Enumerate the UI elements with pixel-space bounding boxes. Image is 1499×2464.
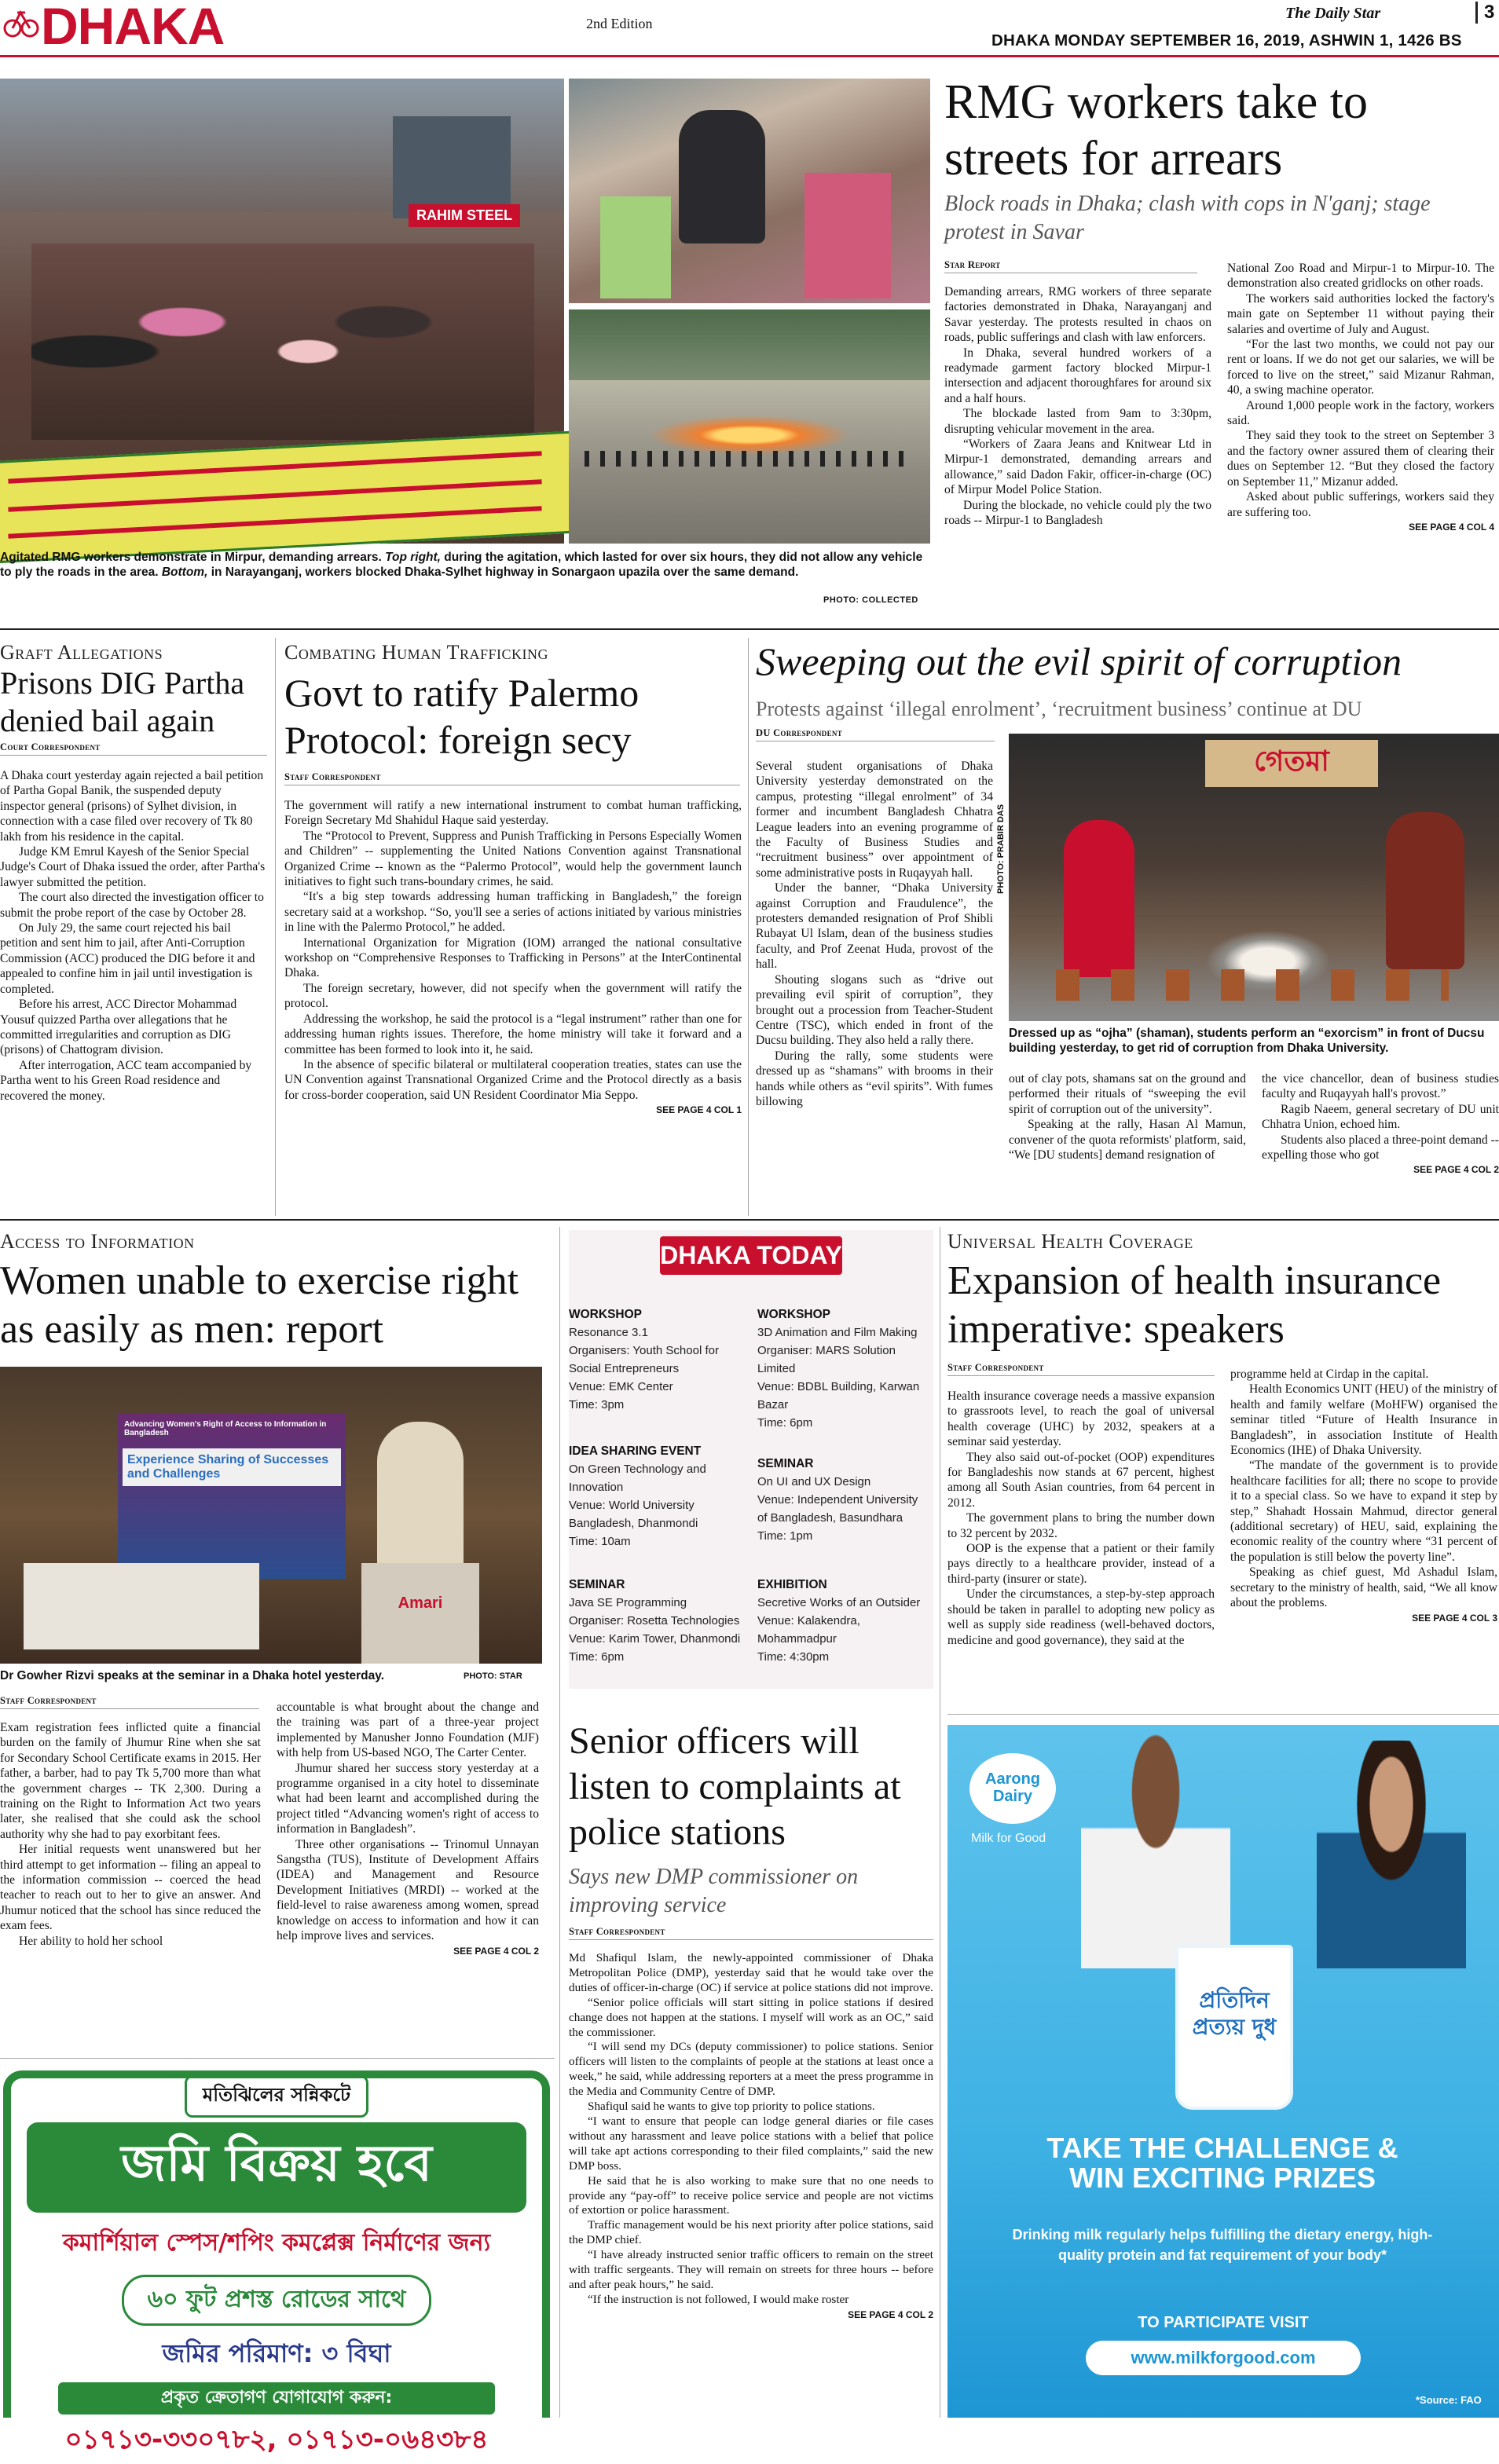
health-para: Health Economics UNIT (HEU) of the ministry of health and family welfare (MoHFW) organised the seminar titled “Future of Health Insurance in Bangladesh”, in association Institute of Health Economics (IHE) of Dhaka University. [1230, 1382, 1497, 1458]
partha-para: Before his arrest, ACC Director Mohammad Yousuf quizzed Partha over allegations that he committed irregularities and corruption as DIG (prisons) of Chattogram division. [0, 998, 237, 1057]
ad-land-top: মতিঝিলের সন্নিকটে [185, 2075, 368, 2118]
partha-para: The court also directed the investigation officer to submit the probe report of the case by October 28. [0, 891, 264, 920]
health-para: Speaking as chief guest, Md Ashadul Islam, secretary to the ministry of health, said, “We all know about the problems. [1230, 1565, 1497, 1610]
palermo-para: In the absence of specific bilateral or multilateral cooperation treaties, states can use the UN Convention against Transnational Organized Crime and the Protocol directly as a basis for cross-border cooperation, said UN Resident Coordinator Mia Seppo. [284, 1057, 742, 1102]
row-divider [0, 1219, 1499, 1221]
health-para: Under the circumstances, a step-by-step approach should be taken in parallel to adopting new policy as well as supply side readiness (well-behaved doctors, medicine and good governance), they said at the [947, 1587, 1215, 1647]
event-item: EXHIBITION Secretive Works of an Outsider Venue: Kalakendra, Mohammadpur Time: 4:30pm [757, 1578, 921, 1664]
du-para: out of clay pots, shamans sat on the ground and performed their rituals of “sweeping the evil spirit of corruption out of the university”. [1009, 1072, 1246, 1116]
health-kicker: Universal Health Coverage [947, 1230, 1193, 1253]
women-kicker: Access to Information [0, 1230, 195, 1253]
women-body-col2 [277, 1700, 539, 1959]
police-body [569, 1951, 933, 2323]
ad-land-size: জমির পরিমাণ: ৩ বিঘা [162, 2338, 391, 2368]
rmg-para: National Zoo Road and Mirpur-1 to Mirpur-10. The demonstration also created gridlocks on other roads. [1227, 262, 1494, 291]
palermo-para: The government will ratify a new international instrument to combat human trafficking, Foreign Secretary Md Shahidul Haque said yesterday. [284, 799, 742, 828]
health-body-col2 [1230, 1367, 1497, 1626]
ad-land-main: জমি বিক্রয় হবে [27, 2122, 526, 2213]
partha-kicker: Graft Allegations [0, 641, 163, 664]
palermo-para: “It's a big step towards addressing human trafficking in Bangladesh,” the foreign secretary said at a workshop. “So, you'll see a series of actions initiated by various ministries in line with the Palermo Protocol,” he added. [284, 890, 742, 935]
ad-land-phones[interactable]: ০১৭১৩-৩৩০৭৮২, ০১৭১৩-০৬৪৩৮৪ [64, 2424, 489, 2455]
rmg-para: The blockade lasted from 9am to 3:30pm, disrupting vehicular movement in the area. [944, 407, 1211, 436]
women-jump-link[interactable]: SEE PAGE 4 COL 2 [453, 1945, 539, 1957]
rmg-para: Around 1,000 people work in the factory, workers said. [1227, 398, 1494, 428]
column-divider [748, 638, 749, 1216]
rickshaw-logo-icon [3, 6, 38, 38]
palermo-para: International Organization for Migration (IOM) arranged the national consultative workshop on “Comprehensive Responses to Trafficking in Persons” at the InterContinental Dhaka. [284, 935, 742, 980]
du-photo-caption: Dressed up as “ojha” (shaman), students perform an “exorcism” in front of Ducsu building yesterday, to get rid of corruption from Dhaka University. [1009, 1027, 1485, 1055]
police-para: “Senior police officials will start sitting in police stations if desired change does not happen at the stations. I myself will work as an OC,” said the commissioner. [569, 1995, 933, 2039]
palermo-headline: Govt to ratify Palermo Protocol: foreign secy [284, 671, 640, 762]
health-para: OOP is the expense that a patient or their family pays directly to a healthcare provider, instead of a third-party (insurer or state). [947, 1542, 1215, 1586]
du-byline: DU Correspondent [756, 727, 995, 741]
palermo-jump-link[interactable]: SEE PAGE 4 COL 1 [656, 1104, 742, 1116]
row-divider [947, 1714, 1499, 1715]
du-jump-link[interactable]: SEE PAGE 4 COL 2 [1413, 1164, 1499, 1176]
rmg-photo-caption: Agitated RMG workers demonstrate in Mirpur, demanding arrears. Top right, during the agitation, which lasted for over six hours, they did not allow any vehicle to ply the roads in the area. Bottom, in Narayanganj, workers blocked Dhaka-Sylhet highway in Sonargaon upazila over the same demand. [0, 551, 923, 579]
women-headline: Women unable to exercise right as easily as men: report [0, 1258, 519, 1352]
health-para: The government plans to bring the number down to 32 percent by 2032. [947, 1511, 1215, 1540]
women-photo-caption: Dr Gowher Rizvi speaks at the seminar in a Dhaka hotel yesterday. [0, 1669, 385, 1682]
rmg-para: Demanding arrears, RMG workers of three separate factories demonstrated in Dhaka, Narayanganj and Savar yesterday. The protests resulted in chaos on roads, public sufferings and clash with law enforcers. [944, 285, 1211, 345]
du-body-col2 [1009, 1071, 1246, 1162]
rmg-headline: RMG workers take to streets for arrears [944, 75, 1368, 185]
rmg-body-col1 [944, 284, 1211, 529]
health-jump-link[interactable]: SEE PAGE 4 COL 3 [1412, 1612, 1497, 1624]
du-para: Students also placed a three-point demand -- expelling those who got [1262, 1133, 1499, 1162]
man-figure [1081, 1733, 1230, 1968]
edition-label: 2nd Edition [586, 16, 653, 31]
dhaka-today-box [569, 1230, 933, 1689]
health-para: Health insurance coverage needs a massive expansion to grassroots level, to reach the goal of universal health coverage (UHC) by 2032, speakers at a seminar said yesterday. [947, 1389, 1215, 1449]
health-para: They also said out-of-pocket (OOP) expenditures for Bangladeshis now stands at 67 percent, highest among all South Asian countries, from 64 percent in 2012. [947, 1450, 1215, 1510]
column-divider [559, 1227, 560, 2418]
police-para: Md Shafiqul Islam, the newly-appointed commissioner of Dhaka Metropolitan Police (DMP), yesterday said that he would take over the duties of officer-in-charge (OC) if service at police stations did not improve. [569, 1951, 933, 1994]
palermo-kicker: Combating Human Trafficking [284, 641, 549, 664]
du-body-col3 [1262, 1071, 1499, 1178]
ad-land-sub: কমার্শিয়াল স্পেস/শপিং কমপ্লেক্স নির্মাণের জন্য [62, 2229, 491, 2257]
women-photo-credit: PHOTO: STAR [464, 1671, 522, 1681]
land-sale-ad [3, 2070, 550, 2455]
dhaka-today-title: DHAKA TODAY [660, 1236, 842, 1275]
du-photo-credit: PHOTO: PRABIR DAS [996, 804, 1006, 894]
partha-byline: Court Correspondent [0, 741, 267, 756]
police-para: Shafiqul said he wants to give top priority to police stations. [588, 2100, 875, 2114]
aarong-dairy-logo: Aarong Dairy [969, 1753, 1056, 1824]
police-para: “If the instruction is not followed, I would make roster [588, 2292, 849, 2306]
dateline: DHAKA MONDAY SEPTEMBER 16, 2019, ASHWIN 1, 1426 BS [991, 31, 1462, 49]
women-body-col1 [0, 1720, 261, 1949]
police-deck: Says new DMP commissioner on improving service [569, 1865, 859, 1917]
women-para: Exam registration fees inflicted quite a financial burden on the family of Jhumur Rine when she sat for Secondary School Certificate exams in 2015. Her father, a barber, had to pay Tk 5,700 more than what the government charges -- TK 2,300. During a training on the Right to Information Act two years later, she realised that she could ask the school authority why she had to pay exorbitant fees. [0, 1721, 261, 1841]
women-para: Jhumur shared her success story yesterday at a programme organised in a city hotel to disseminate what had been learnt and accomplished during the project titled “Advancing women's right of access to information in Bangladesh”. [277, 1761, 539, 1836]
women-para: Her ability to hold her school [19, 1934, 163, 1948]
event-item: WORKSHOP Resonance 3.1 Organisers: Youth School for Social Entrepreneurs Venue: EMK Center Time: 3pm [569, 1308, 719, 1411]
masthead-rule [0, 55, 1499, 57]
rmg-para: Asked about public sufferings, workers said they are suffering too. [1227, 490, 1494, 519]
du-para: Several student organisations of Dhaka University yesterday demonstrated on the campus, protesting “illegal enrolment” of 34 former and incumbent Bangladesh Chhatra League leaders into an evening programme of the Faculty of Business Studies and “recruitment business” over appointment of some administrative posts in Ruqayyah hall. [756, 760, 993, 880]
health-para: programme held at Cirdap in the capital. [1230, 1367, 1429, 1381]
milk-glass-icon [1175, 1945, 1293, 2110]
row-divider [0, 2058, 555, 2059]
health-headline: Expansion of health insurance imperative: speakers [947, 1258, 1442, 1352]
police-byline: Staff Correspondent [569, 1926, 933, 1940]
du-para: Shouting slogans such as “drive out prevailing evil spirit of corruption”, they brought out a procession from Teacher-Student Centre (TSC), which ended in front of the Ducsu building. They also held a rally there. [756, 972, 993, 1048]
partha-headline: Prisons DIG Partha denied bail again [0, 665, 245, 738]
milk-ad-cta: TO PARTICIPATE VISIT [1138, 2314, 1309, 2331]
du-para: During the rally, some students were dressed up as “shamans” with brooms in their hands while others as “evil spirits”. With fumes billowing [756, 1049, 993, 1108]
event-item: IDEA SHARING EVENT On Green Technology and Innovation Venue: World University Bangladesh, Dhanmondi Time: 10am [569, 1444, 706, 1548]
health-body-col1 [947, 1389, 1215, 1648]
milk-ad-source: *Source: FAO [1416, 2394, 1482, 2406]
health-para: “The mandate of the government is to provide healthcare facilities for all; there no scope to provide it to a special class. So we have to expand it step by step,” Shahadt Hossain Mahmud, director general (additional secretary) of HEU, said, explaining the economic reality of the country where “31 percent of the population is still below the poverty line”. [1230, 1459, 1497, 1564]
event-item: WORKSHOP 3D Animation and Film Making Organiser: MARS Solution Limited Venue: BDBL Building, Karwan Bazar Time: 6pm [757, 1308, 920, 1430]
du-para: Speaking at the rally, Hasan Al Mamun, convener of the quota reformists' platform, said, “We [DU students] demand resignation of [1009, 1118, 1246, 1162]
protest-banner [0, 430, 584, 564]
event-item: SEMINAR On UI and UX Design Venue: Independent University of Bangladesh, Basundhara Time: 1pm [757, 1457, 918, 1543]
event-item: SEMINAR Java SE Programming Organiser: Rosetta Technologies Venue: Karim Tower, Dhanmondi Time: 6pm [569, 1578, 741, 1664]
du-deck: Protests against ‘illegal enrolment’, ‘recruitment business’ continue at DU [756, 697, 1362, 720]
stage-banner-text-2: Experience Sharing of Successes and Challenges [123, 1448, 341, 1486]
women-para: accountable is what brought about the change and the training was part of a three-year project implemented by Manusher Jonno Foundation (MJF) with help from US-based NGO, The Carter Center. [277, 1701, 539, 1760]
ad-land-road: ৬০ ফুট প্রশস্ত রোডের সাথে [122, 2275, 432, 2326]
rmg-jump-link[interactable]: SEE PAGE 4 COL 4 [1409, 521, 1494, 533]
row-divider [0, 628, 1499, 630]
du-para: the vice chancellor, dean of business studies faculty and Ruqayyah hall's provost.” [1262, 1072, 1499, 1101]
palermo-byline: Staff Correspondent [284, 771, 740, 785]
rmg-deck: Block roads in Dhaka; clash with cops in N'ganj; stage protest in Savar [944, 192, 1431, 244]
police-para: “I have already instructed senior traffic officers to remain on the street with traffic sergeants. They will remain on streets for three hours -- before and after peak hours,” he said. [569, 2248, 933, 2291]
women-para: Three other organisations -- Trinomul Unnayan Sangstha (TUS), Institute of Development Affairs (IDEA) and Management and Resource Development Initiatives (MRDI) -- worked at the field-level to raise awareness among women, spread knowledge on access to information and how it can help improve lives and services. [277, 1837, 539, 1943]
partha-para: On July 29, the same court rejected his bail petition and sent him to jail, after Anti-Corruption Commission (ACC) produced the DIG before it and appealed to confine him in jail until investigation is completed. [0, 921, 255, 996]
rmg-para: “Workers of Zaara Jeans and Knitwear Ltd in Mirpur-1 demonstrated, demanding arrears and allowance,” said Dadon Fakir, officer-in-charge (OC) of Mirpur Model Police Station. [944, 438, 1211, 497]
rmg-top-right-photo [569, 79, 930, 303]
police-para: He said that he is also working to make sure that no one needs to provide any “pay-off” to receive police service and people are not victims of extortion or police harassment. [569, 2173, 933, 2217]
masthead [0, 0, 1499, 55]
rmg-bottom-right-photo [569, 309, 930, 544]
women-seminar-photo [0, 1367, 542, 1664]
rmg-byline: Star Report [944, 259, 1197, 273]
glass-text: প্রতিদিন প্রত্যয় দুধ [1192, 1987, 1277, 2040]
milk-tagline: Milk for Good [971, 1832, 1046, 1845]
rmg-para: The workers said authorities locked the factory's main gate on September 11 without paying their salaries and overtime of July and August. [1227, 291, 1494, 336]
rmg-para: During the blockade, no vehicle could ply the two roads -- Mirpur-1 to Bangladesh [944, 498, 1211, 528]
rmg-para: They said they took to the street on September 3 and the factory owner assured them of clearing their dues on September 12. “But they closed the factory on September 11,” Mizanur added. [1227, 429, 1494, 489]
partha-para: After interrogation, ACC team accompanied by Partha went to his Green Road residence and recovered the money. [0, 1058, 252, 1103]
police-headline: Senior officers will listen to complaints at police stations [569, 1720, 901, 1853]
paper-name: The Daily Star [1285, 5, 1381, 22]
palermo-para: The foreign secretary, however, did not specify when the government will ratify the protocol. [284, 981, 742, 1011]
police-para: Traffic management would be his next priority after police stations, said the DMP chief. [569, 2218, 933, 2247]
police-jump-link[interactable]: SEE PAGE 4 COL 2 [848, 2308, 933, 2320]
du-headline: Sweeping out the evil spirit of corruption [756, 639, 1402, 683]
rmg-storefront-sign: RAHIM STEEL [409, 204, 520, 227]
page-number: 3 [1475, 2, 1494, 24]
partha-body [0, 768, 266, 1104]
palermo-para: The “Protocol to Prevent, Suppress and Punish Trafficking in Persons Especially Women and Children” -- supplementing the United Nations Convention against Transnational Organized Crime -- known as the “Palermo Protocol”, would help the government launch initiatives to fight such trans-boundary crimes, he said. [284, 829, 742, 889]
du-para: Under the banner, “Dhaka University against Corruption and Fraudulence”, the protesters demanded resignation of Prof Shibli Rubayat Ul Islam, dean of the business studies faculty, and Prof Zeenat Huda, provost of the hall. [756, 881, 993, 972]
palermo-body [284, 798, 742, 1119]
police-para: “I will send my DCs (deputy commissioner) to police stations. Senior officers will listen to the complaints of people at the stations at least once a week,” he said, while addressing reporters at a meet the press programme in the Media and Community Centre of DMP. [569, 2040, 933, 2099]
milk-ad [947, 1725, 1499, 2418]
stage-banner-text: Advancing Women's Right of Access to Information in Bangladesh [124, 1420, 327, 1437]
podium-brand: Amari [398, 1594, 443, 1612]
du-photo [1009, 734, 1499, 1021]
women-para: Her initial requests went unanswered but her third attempt to get information -- filing an appeal to the information commission -- coerced the head teacher to reach out to her to give an answer. And Jhumur noticed that the school has since reduced the exam fees. [0, 1843, 261, 1933]
rmg-body-col2 [1227, 261, 1494, 535]
rmg-main-photo [0, 79, 564, 544]
rmg-photo-credit: PHOTO: COLLECTED [823, 595, 918, 605]
woman-figure [1317, 1741, 1466, 1968]
section-title: DHAKA [41, 0, 225, 55]
partha-para: Judge KM Emrul Kayesh of the Senior Special Judge's Court of Dhaka issued the order, after Partha's lawyer submitted the petition. [0, 845, 266, 889]
du-para: Ragib Naeem, general secretary of DU unit Chhatra Union, echoed him. [1262, 1102, 1499, 1132]
stage-banner [118, 1414, 346, 1579]
health-byline: Staff Correspondent [947, 1362, 1215, 1376]
du-body-col1 [756, 759, 993, 1109]
column-divider [275, 638, 276, 1216]
palermo-para: Addressing the workshop, he said the protocol is a “legal instrument” rather than one for addressing human rights issues. Therefore, the home ministry will take it forward and a committee has been formed to look into it, he said. [284, 1012, 742, 1056]
rmg-para: In Dhaka, several hundred workers of a readymade garment factory blocked Mirpur-1 intersection and adjacent thoroughfares for around six and a half hours. [944, 346, 1211, 405]
milk-ad-headline: TAKE THE CHALLENGE & WIN EXCITING PRIZES [1046, 2132, 1398, 2194]
rmg-para: “For the last two months, we could not pay our rent or loans. If we do not get our salaries, we will be forced to live on the street,” said Mizanur Rahman, 40, a swing machine operator. [1227, 338, 1494, 397]
milk-ad-url[interactable]: www.milkforgood.com [1086, 2341, 1361, 2375]
milk-ad-body: Drinking milk regularly helps fulfilling the dietary energy, high-quality protein and fat requirement of your body* [1012, 2227, 1433, 2263]
women-byline: Staff Correspondent [0, 1695, 259, 1709]
ad-land-contact: প্রকৃত ক্রেতাগণ যোগাযোগ করুন: [58, 2382, 495, 2415]
partha-para: A Dhaka court yesterday again rejected a bail petition of Partha Gopal Banik, the suspended deputy inspector general (prisons) of Sylhet division, in connection with a case filed over recovery of Tk 80 lakh from his residence in the capital. [0, 769, 264, 844]
police-para: “I want to ensure that people can lodge general diaries or file cases without any harassment and leave police stations with a belief that police will take apt actions corresponding to their filed complaints,” said the new DMP boss. [569, 2114, 933, 2173]
du-banner: গেতমা [1205, 740, 1378, 787]
